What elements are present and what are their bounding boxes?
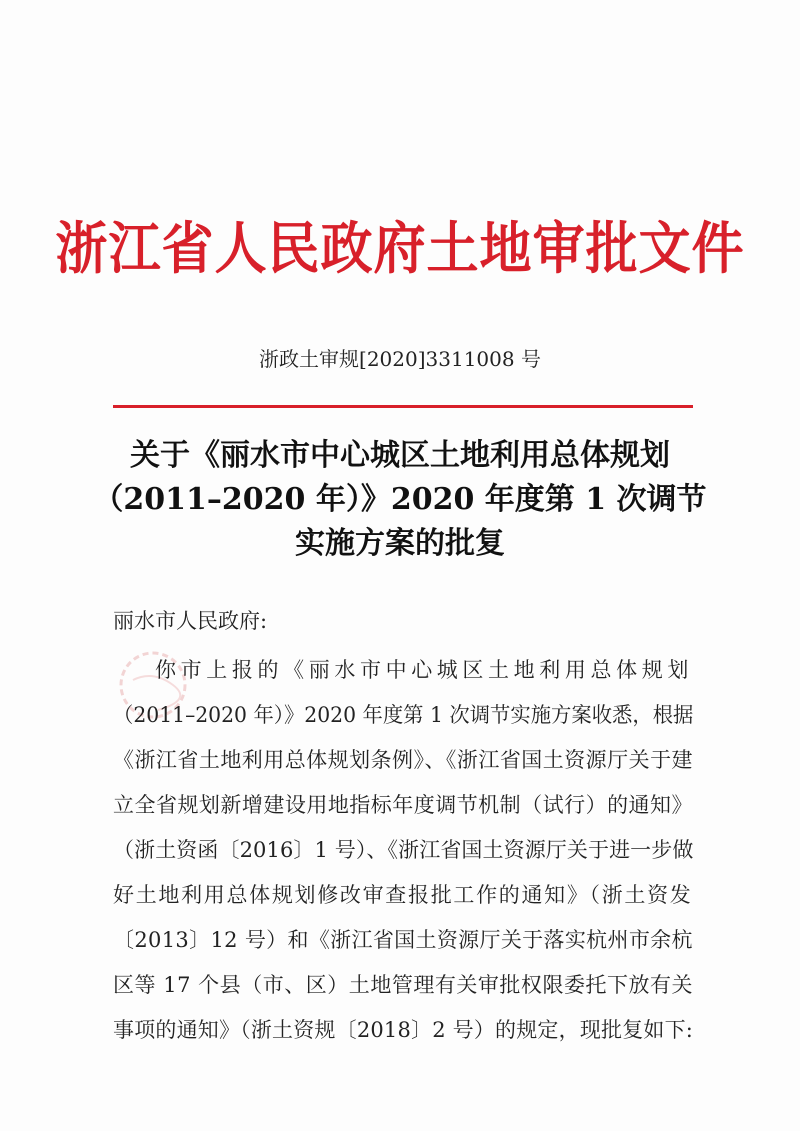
salutation: 丽水市人民政府: — [113, 609, 268, 633]
body-line-3: 《浙江省土地利用总体规划条例》、《浙江省国土资源厅关于建 — [113, 748, 693, 772]
body-line-1: 你市上报的《丽水市中心城区土地利用总体规划 — [155, 658, 693, 682]
heading-line-3: 实施方案的批复 — [295, 526, 505, 561]
issuer-title: 浙江省人民政府土地审批文件 — [55, 217, 745, 282]
body-line-5: （浙土资函〔2016〕1 号）、《浙江省国土资源厅关于进一步做 — [113, 838, 694, 862]
body-paragraph — [113, 648, 693, 1053]
heading-line-2: （2011–2020 年）》2020 年度第 1 次调节 — [93, 482, 707, 517]
body-line-7: 〔2013〕12 号）和《浙江省国土资源厅关于落实杭州市余杭 — [113, 928, 693, 952]
body-line-2: （2011–2020 年）》2020 年度第 1 次调节实施方案收悉，根据 — [113, 703, 694, 727]
body-line-9: 事项的通知》（浙土资规〔2018〕2 号）的规定，现批复如下: — [113, 1018, 694, 1042]
body-line-4: 立全省规划新增建设用地指标年度调节机制（试行）的通知》 — [113, 793, 693, 817]
red-divider-line — [113, 405, 693, 408]
document-number: 浙政土审规[2020]3311008 号 — [259, 347, 541, 371]
body-line-6: 好土地利用总体规划修改审查报批工作的通知》（浙土资发 — [113, 883, 693, 907]
heading-line-1: 关于《丽水市中心城区土地利用总体规划 — [130, 438, 670, 473]
document-heading — [0, 434, 800, 566]
body-line-8: 区等 17 个县（市、区）土地管理有关审批权限委托下放有关 — [113, 973, 694, 997]
